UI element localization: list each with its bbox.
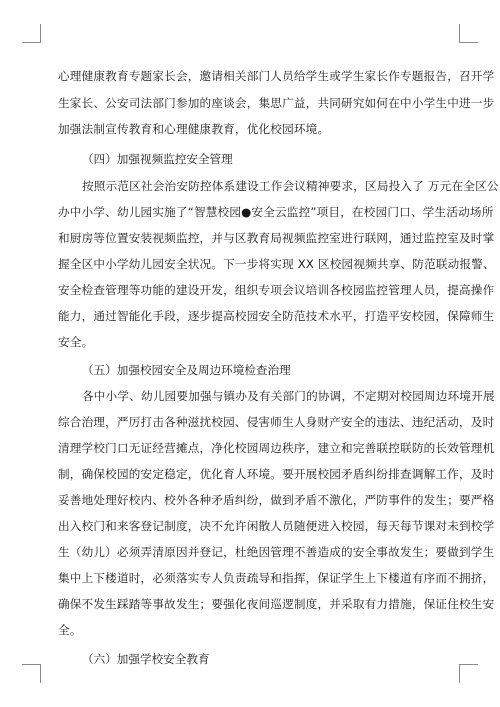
- paragraph-line: 出入校门和来客登记制度，决不允许闲散人员随便进入校园，每天每节课对未到校学: [58, 519, 495, 533]
- paragraph-line: 清理学校门口无证经营摊点，净化校园周边秩序，建立和完善联控联防的长效管理机: [58, 441, 495, 455]
- paragraph-line: 生家长、公安司法部门参加的座谈会，集思广益，共同研究如何在中小学生中进一步: [58, 96, 495, 110]
- paragraph-line: 各中小学、幼儿园要加强与镇办及有关部门的协调，不定期对校园周边环境开展: [82, 389, 495, 403]
- paragraph-line: 和厨房等位置安装视频监控，并与区教育局视频监控室进行联网，通过监控室及时掌: [58, 231, 495, 245]
- paragraph-line: 加强法制宣传教育和心理健康教育，优化校园环境。: [58, 122, 330, 136]
- section-heading-4: （四）加强视频监控安全管理: [82, 152, 233, 166]
- section-heading-5: （五）加强校园安全及周边环境检查治理: [82, 363, 291, 377]
- paragraph-line: 按照示范区社会治安防控体系建设工作会议精神要求，区局投入了 万元在全区公: [82, 179, 499, 193]
- crop-mark-top-left: [22, 24, 41, 43]
- paragraph-line: 妥善地处理好校内、校外各种矛盾纠纷，做到矛盾不激化，严防事件的发生；要严格: [58, 493, 495, 507]
- section-heading-6: （六）加强学校安全教育: [82, 652, 210, 666]
- paragraph-line: 能力，通过智能化手段，逐步提高校园安全防范技术水平，打造平安校园，保障师生: [58, 309, 495, 323]
- paragraph-line: 制，确保校园的安定稳定，优化育人环境。要开展校园矛盾纠纷排查调解工作，及时: [58, 467, 495, 481]
- paragraph-line: 全。: [58, 623, 82, 637]
- paragraph-line: 安全检查管理等功能的建设开发，组织专项会议培训各校园监控管理人员，提高操作: [58, 283, 495, 297]
- paragraph-line: 办中小学、幼儿园实施了“智慧校园●安全云监控”项目，在校园门口、学生活动场所: [58, 205, 494, 219]
- crop-mark-bottom-left: [22, 664, 41, 683]
- paragraph-line: 安全。: [58, 335, 94, 349]
- paragraph-line: 心理健康教育专题家长会，邀请相关部门人员给学生或学生家长作专题报告，召开学: [58, 69, 495, 83]
- paragraph-line: 握全区中小学幼儿园安全状况。下一步将实现 XX 区校园视频共享、防范联动报警、: [58, 257, 495, 271]
- crop-mark-bottom-right: [459, 664, 478, 683]
- paragraph-line: 集中上下楼道时，必须落实专人负责疏导和指挥，保证学生上下楼道有序而不拥挤，: [58, 571, 495, 585]
- paragraph-line: 确保不发生踩踏等事故发生；要强化夜间巡逻制度，并采取有力措施，保证住校生安: [58, 597, 495, 611]
- paragraph-line: 综合治理，严厉打击各种滋扰校园、侵害师生人身财产安全的违法、违纪活动，及时: [58, 415, 495, 429]
- crop-mark-top-right: [459, 24, 478, 43]
- paragraph-line: 生（幼儿）必须弄清原因并登记，杜绝因管理不善造成的安全事故发生；要做到学生: [58, 545, 495, 559]
